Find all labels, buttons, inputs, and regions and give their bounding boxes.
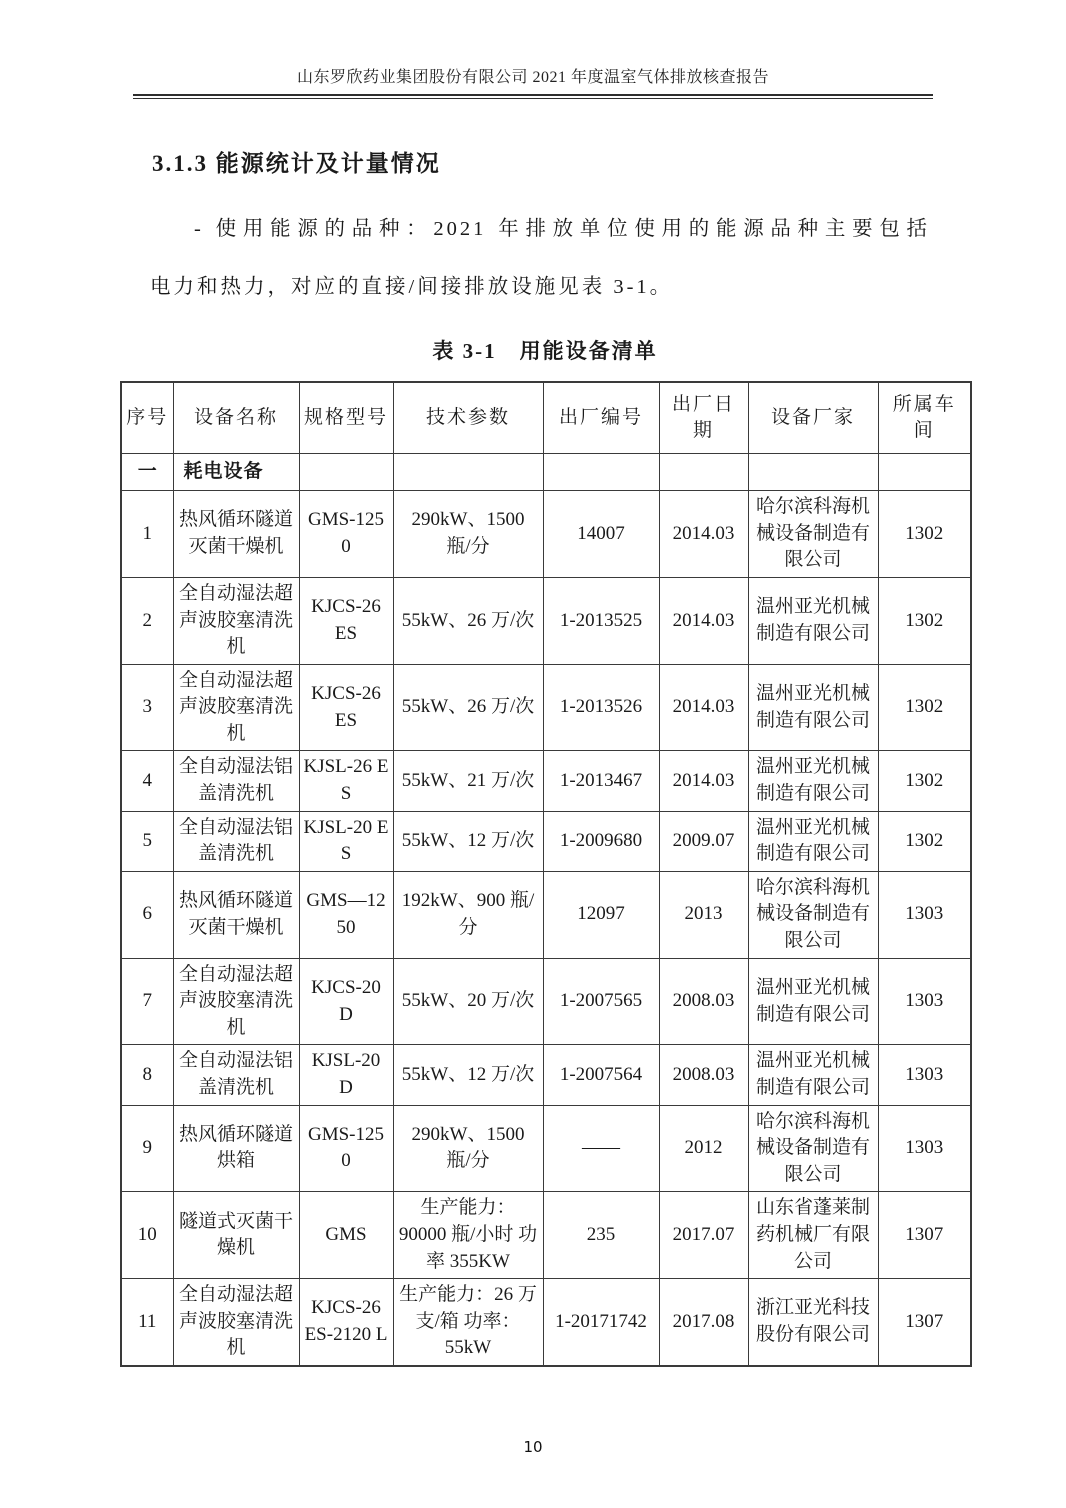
cell-model: KJCS-20 D xyxy=(299,958,393,1045)
cell-device-name: 全自动湿法超声波胶塞清洗机 xyxy=(173,1279,299,1366)
col-header-params: 技术参数 xyxy=(393,382,543,454)
cell-no: 3 xyxy=(121,664,173,751)
table-row xyxy=(121,871,971,958)
cell-maker: 哈尔滨科海机械设备制造有限公司 xyxy=(748,871,878,958)
cell-date: 2008.03 xyxy=(659,1045,748,1105)
cell-maker: 浙江亚光科技股份有限公司 xyxy=(748,1279,878,1366)
cell-params: 290kW、1500 瓶/分 xyxy=(393,491,543,578)
cell-date: 2008.03 xyxy=(659,958,748,1045)
table-title: 表 3-1 用能设备清单 xyxy=(432,339,658,364)
col-header-workshop: 所属车间 xyxy=(878,382,971,454)
empty-cell xyxy=(393,454,543,491)
table-row xyxy=(121,491,971,578)
cell-date: 2017.07 xyxy=(659,1192,748,1279)
cell-no: 2 xyxy=(121,577,173,664)
cell-date: 2014.03 xyxy=(659,751,748,811)
cell-params: 290kW、1500 瓶/分 xyxy=(393,1105,543,1192)
empty-cell xyxy=(748,454,878,491)
cell-workshop: 1302 xyxy=(878,577,971,664)
cell-no: 10 xyxy=(121,1192,173,1279)
equipment-table xyxy=(120,381,972,1367)
table-row xyxy=(121,811,971,871)
cell-model: GMS-1250 xyxy=(299,491,393,578)
cell-device-name: 全自动湿法铝盖清洗机 xyxy=(173,1045,299,1105)
table-row xyxy=(121,1045,971,1105)
cell-date: 2013 xyxy=(659,871,748,958)
cell-model: KJCS-26 ES xyxy=(299,577,393,664)
col-header-maker: 设备厂家 xyxy=(748,382,878,454)
empty-cell xyxy=(878,454,971,491)
cell-model: KJSL-26 ES xyxy=(299,751,393,811)
cell-no: 6 xyxy=(121,871,173,958)
cell-maker: 哈尔滨科海机械设备制造有限公司 xyxy=(748,491,878,578)
cell-serial: 1-2013526 xyxy=(543,664,659,751)
cell-params: 55kW、21 万/次 xyxy=(393,751,543,811)
cell-serial: 235 xyxy=(543,1192,659,1279)
empty-cell xyxy=(659,454,748,491)
header-rule xyxy=(133,94,933,99)
cell-date: 2009.07 xyxy=(659,811,748,871)
cell-model: GMS-1250 xyxy=(299,1105,393,1192)
col-header-serial: 出厂编号 xyxy=(543,382,659,454)
cell-no: 1 xyxy=(121,491,173,578)
group-no: 一 xyxy=(121,454,173,491)
group-row xyxy=(121,454,971,491)
cell-model: KJSL-20 ES xyxy=(299,811,393,871)
table-row xyxy=(121,1279,971,1366)
cell-maker: 哈尔滨科海机械设备制造有限公司 xyxy=(748,1105,878,1192)
cell-no: 8 xyxy=(121,1045,173,1105)
table-row xyxy=(121,664,971,751)
cell-device-name: 热风循环隧道灭菌干燥机 xyxy=(173,491,299,578)
cell-workshop: 1302 xyxy=(878,751,971,811)
cell-maker: 温州亚光机械制造有限公司 xyxy=(748,811,878,871)
cell-device-name: 全自动湿法铝盖清洗机 xyxy=(173,751,299,811)
cell-no: 9 xyxy=(121,1105,173,1192)
cell-serial: 1-2007564 xyxy=(543,1045,659,1105)
cell-serial: 14007 xyxy=(543,491,659,578)
cell-maker: 温州亚光机械制造有限公司 xyxy=(748,958,878,1045)
cell-no: 7 xyxy=(121,958,173,1045)
cell-workshop: 1303 xyxy=(878,1105,971,1192)
cell-no: 5 xyxy=(121,811,173,871)
cell-workshop: 1303 xyxy=(878,871,971,958)
cell-device-name: 热风循环隧道灭菌干燥机 xyxy=(173,871,299,958)
cell-date: 2017.08 xyxy=(659,1279,748,1366)
cell-device-name: 全自动湿法超声波胶塞清洗机 xyxy=(173,958,299,1045)
table-row xyxy=(121,751,971,811)
cell-date: 2014.03 xyxy=(659,577,748,664)
cell-date: 2012 xyxy=(659,1105,748,1192)
cell-workshop: 1303 xyxy=(878,1045,971,1105)
paragraph-line-1: - 使用能源的品种：2021 年排放单位使用的能源品种主要包括 xyxy=(194,218,930,240)
cell-serial: 1-20171742 xyxy=(543,1279,659,1366)
col-header-no: 序号 xyxy=(121,382,173,454)
cell-date: 2014.03 xyxy=(659,664,748,751)
cell-model: KJCS-26 ES xyxy=(299,664,393,751)
cell-workshop: 1307 xyxy=(878,1192,971,1279)
cell-params: 55kW、20 万/次 xyxy=(393,958,543,1045)
cell-serial: 1-2009680 xyxy=(543,811,659,871)
cell-serial: 1-2013525 xyxy=(543,577,659,664)
cell-device-name: 全自动湿法超声波胶塞清洗机 xyxy=(173,664,299,751)
section-heading: 3.1.3 能源统计及计量情况 xyxy=(152,151,441,176)
cell-device-name: 热风循环隧道烘箱 xyxy=(173,1105,299,1192)
cell-workshop: 1303 xyxy=(878,958,971,1045)
cell-model: KJCS-26 ES-2120 L xyxy=(299,1279,393,1366)
cell-serial: 1-2007565 xyxy=(543,958,659,1045)
cell-device-name: 全自动湿法超声波胶塞清洗机 xyxy=(173,577,299,664)
cell-maker: 温州亚光机械制造有限公司 xyxy=(748,1045,878,1105)
page-number: 10 xyxy=(523,1438,543,1456)
cell-maker: 温州亚光机械制造有限公司 xyxy=(748,664,878,751)
cell-serial: 12097 xyxy=(543,871,659,958)
cell-workshop: 1302 xyxy=(878,664,971,751)
cell-no: 11 xyxy=(121,1279,173,1366)
empty-cell xyxy=(299,454,393,491)
cell-device-name: 隧道式灭菌干燥机 xyxy=(173,1192,299,1279)
cell-no: 4 xyxy=(121,751,173,811)
paragraph-line-2: 电力和热力，对应的直接/间接排放设施见表 3-1。 xyxy=(150,275,674,298)
empty-cell xyxy=(543,454,659,491)
cell-workshop: 1302 xyxy=(878,491,971,578)
cell-serial: —— xyxy=(543,1105,659,1192)
table-row xyxy=(121,1105,971,1192)
cell-model: GMS xyxy=(299,1192,393,1279)
cell-model: GMS—1250 xyxy=(299,871,393,958)
group-name: 耗电设备 xyxy=(173,454,299,491)
table-header-row xyxy=(121,382,971,454)
cell-date: 2014.03 xyxy=(659,491,748,578)
cell-device-name: 全自动湿法铝盖清洗机 xyxy=(173,811,299,871)
cell-params: 192kW、900 瓶/分 xyxy=(393,871,543,958)
cell-serial: 1-2013467 xyxy=(543,751,659,811)
col-header-model: 规格型号 xyxy=(299,382,393,454)
cell-params: 生产能力：26 万支/箱 功率：55kW xyxy=(393,1279,543,1366)
cell-workshop: 1307 xyxy=(878,1279,971,1366)
cell-maker: 温州亚光机械制造有限公司 xyxy=(748,751,878,811)
cell-params: 55kW、26 万/次 xyxy=(393,577,543,664)
table-row xyxy=(121,958,971,1045)
cell-maker: 山东省蓬莱制药机械厂有限公司 xyxy=(748,1192,878,1279)
cell-model: KJSL-20 D xyxy=(299,1045,393,1105)
running-header: 山东罗欣药业集团股份有限公司 2021 年度温室气体排放核查报告 xyxy=(296,69,769,86)
col-header-device-name: 设备名称 xyxy=(173,382,299,454)
table-row xyxy=(121,1192,971,1279)
cell-params: 生产能力：90000 瓶/小时 功率 355KW xyxy=(393,1192,543,1279)
cell-params: 55kW、26 万/次 xyxy=(393,664,543,751)
cell-params: 55kW、12 万/次 xyxy=(393,811,543,871)
table-row xyxy=(121,577,971,664)
cell-params: 55kW、12 万/次 xyxy=(393,1045,543,1105)
col-header-date: 出厂日期 xyxy=(659,382,748,454)
cell-workshop: 1302 xyxy=(878,811,971,871)
cell-maker: 温州亚光机械制造有限公司 xyxy=(748,577,878,664)
